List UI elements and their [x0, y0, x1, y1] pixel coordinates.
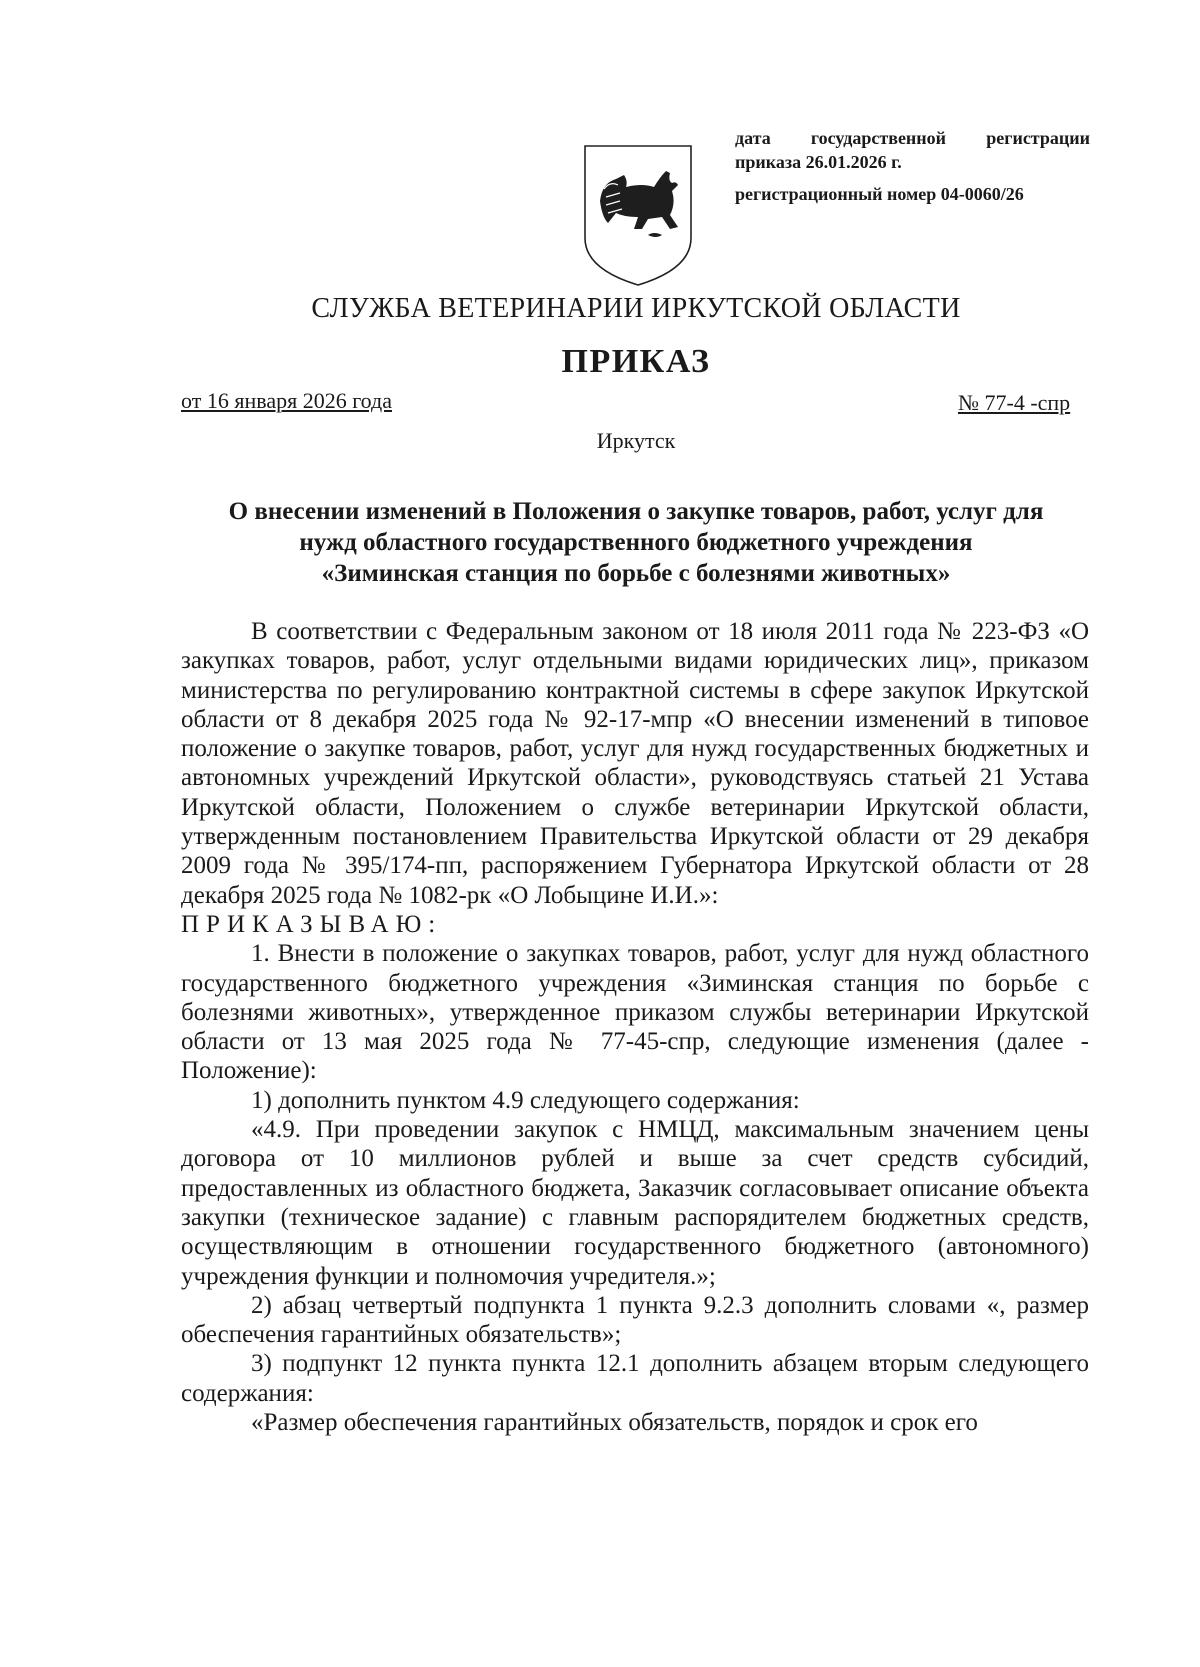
order-number: № 77-4 -спр	[958, 390, 1071, 415]
title-line-1: О внесении изменений в Положения о закупке товаров, работ, услуг для	[228, 498, 1044, 525]
subitem-2-paragraph: 2) абзац четвертый подпункта 1 пункта 9.2.3 дополнить словами «, размер обеспечения гарантийных обязательств»;	[181, 1291, 1089, 1349]
city: Иркутск	[596, 428, 676, 453]
subitem-3-paragraph: 3) подпункт 12 пункта пункта 12.1 дополнить абзацем вторым следующего содержания:	[181, 1350, 1089, 1407]
registration-line-2: приказа 26.01.2026 г.	[735, 152, 902, 172]
subitem-1-paragraph: 1) дополнить пунктом 4.9 следующего содержания:	[251, 1086, 800, 1114]
document-body	[181, 617, 1089, 1437]
order-date: от 16 января 2026 года	[181, 388, 392, 413]
organization-name: СЛУЖБА ВЕТЕРИНАРИИ ИРКУТСКОЙ ОБЛАСТИ	[311, 293, 961, 324]
irkutsk-coat-of-arms-icon	[582, 143, 694, 288]
quote-4-9-paragraph: «4.9. При проведении закупок с НМЦД, максимальным значением цены договора от 10 миллионов рублей и выше за счет средств субсидий, предоставленных из областного бюджета, Заказчик согласовывает описание объекта закупки (техническое задание) с главным распорядителем бюджетных средств, осуществляющим в отношении государственного бюджетного (автономного) учреждения функции и полномочия учредителя.»;	[181, 1116, 1089, 1290]
item-1-paragraph: 1. Внести в положение о закупках товаров, работ, услуг для нужд областного государственного бюджетного учреждения «Зиминская станция по борьбе с болезнями животных», утвержденное приказом службы ветеринарии Иркутской области от 13 мая 2025 года № 77-45-спр, следующие изменения (далее - Положение):	[181, 940, 1089, 1085]
registration-number: регистрационный номер 04-0060/26	[735, 184, 1024, 204]
preamble-paragraph: В соответствии с Федеральным законом от 18 июля 2011 года № 223-ФЗ «О закупках товаров, работ, услуг отдельными видами юридических лиц», приказом министерства по регулированию контрактной системы в сфере закупок Иркутской области от 8 декабря 2025 года № 92-17-мпр «О внесении изменений в типовое положение о закупке товаров, работ, услуг для нужд государственных бюджетных и автономных учреждений Иркутской области», руководствуясь статьей 21 Устава Иркутской области, Положением о службе ветеринарии Иркутской области, утвержденным постановлением Правительства Иркутской области от 29 декабря 2009 года № 395/174-пп, распоряжением Губернатора Иркутской области от 28 декабря 2025 года № 1082-рк «О Лобыцине И.И.»:	[181, 618, 1089, 909]
document-type: ПРИКАЗ	[561, 343, 711, 380]
prikazyvayu-heading: ПРИКАЗЫВАЮ:	[181, 910, 443, 938]
title-line-3: «Зиминская станция по борьбе с болезнями животных»	[321, 560, 951, 587]
registration-line-1: дата государственной регистрации	[735, 128, 1090, 148]
registration-stamp	[735, 126, 1090, 206]
document-title	[150, 496, 1122, 589]
title-line-2: нужд областного государственного бюджетного учреждения	[299, 529, 973, 556]
quote-guarantee-paragraph: «Размер обеспечения гарантийных обязательств, порядок и срок его	[251, 1409, 978, 1437]
